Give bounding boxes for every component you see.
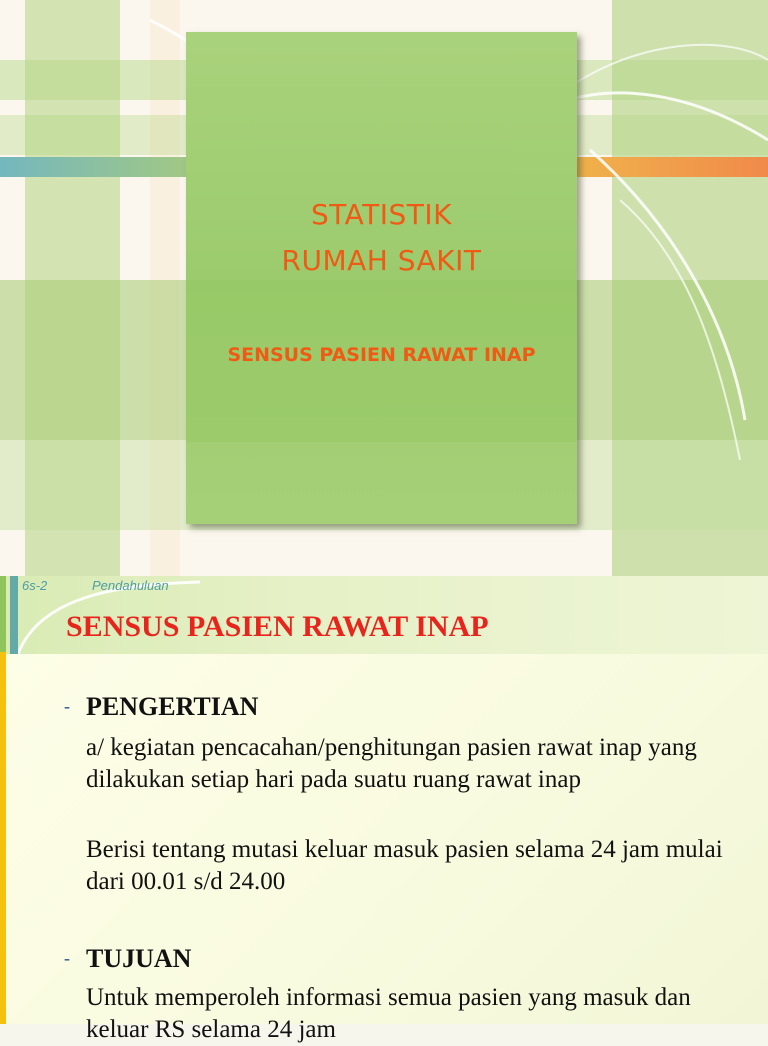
bullet-marker: - (64, 696, 70, 716)
slide-number: 6s-2 (22, 578, 48, 593)
title-line: STATISTIK (310, 198, 453, 231)
left-accent-bar-teal (10, 576, 18, 654)
section-label: Pendahuluan (92, 578, 169, 593)
left-accent-bar (0, 576, 6, 1024)
title-line: RUMAH SAKIT (281, 244, 482, 277)
bullet-paragraph: Berisi tentang mutasi keluar masuk pasien selama 24 jam mulai dari 00.01 s/d 24.00 (86, 836, 723, 895)
bullet-heading: TUJUAN (86, 944, 192, 973)
title-box (186, 32, 577, 524)
slide-title: SENSUS PASIEN RAWAT INAP (66, 610, 489, 643)
slide-subtitle: SENSUS PASIEN RAWAT INAP (227, 344, 536, 366)
content-slide (0, 576, 768, 1043)
slide-title (186, 192, 577, 284)
bullet-heading: PENGERTIAN (86, 692, 259, 721)
bullet-marker: - (64, 948, 70, 968)
bullet-paragraph: a/ kegiatan pencacahan/penghitungan pasien rawat inap yang dilakukan setiap hari pada suatu ruang rawat inap (86, 734, 697, 793)
bullet-paragraph: Untuk memperoleh informasi semua pasien yang masuk dan keluar RS selama 24 jam (86, 984, 691, 1043)
